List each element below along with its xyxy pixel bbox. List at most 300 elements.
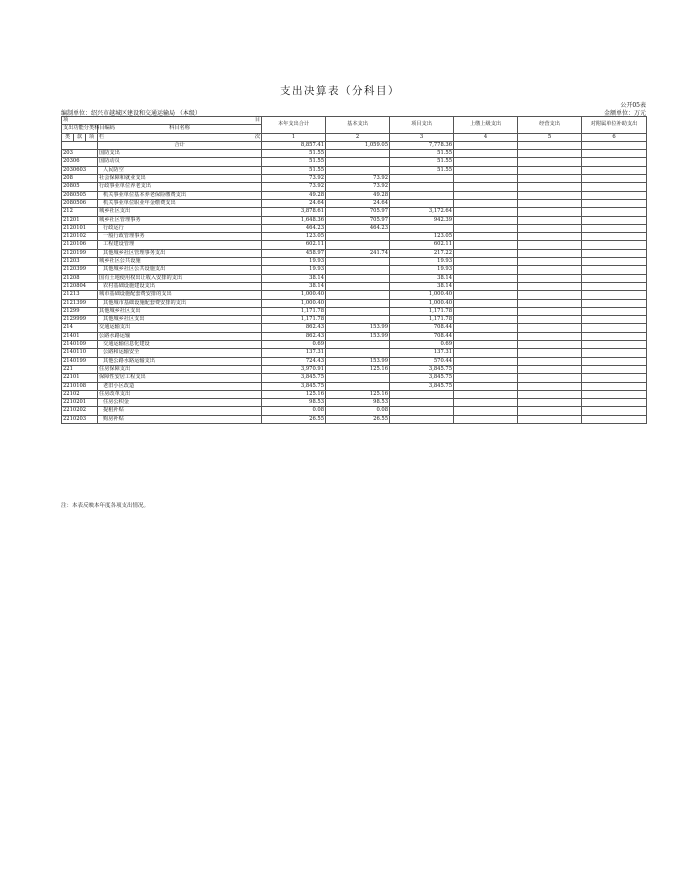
row-value	[454, 183, 518, 191]
row-value	[518, 233, 582, 241]
row-value	[518, 191, 582, 199]
row-value	[454, 390, 518, 398]
row-value	[454, 266, 518, 274]
row-value	[390, 390, 454, 398]
row-code: 21401	[62, 332, 98, 340]
row-value	[454, 241, 518, 249]
row-name: 其他城乡社区支出	[98, 316, 262, 324]
row-name: 公路水路运输	[98, 332, 262, 340]
row-value: 708.44	[390, 324, 454, 332]
row-value	[326, 307, 390, 315]
table-row	[62, 233, 647, 241]
col-header-project: 项目支出	[390, 117, 454, 134]
row-name: 城乡社区支出	[98, 208, 262, 216]
row-value: 98.53	[326, 399, 390, 407]
row-value	[326, 150, 390, 158]
row-value	[518, 357, 582, 365]
col-header-basic: 基本支出	[326, 117, 390, 134]
row-value	[390, 175, 454, 183]
row-value: 51.55	[390, 150, 454, 158]
table-row	[62, 199, 647, 207]
row-name: 行政运行	[98, 224, 262, 232]
row-value	[454, 365, 518, 373]
table-row	[62, 191, 647, 199]
row-name: 购房补贴	[98, 415, 262, 423]
table-row	[62, 158, 647, 166]
row-value	[518, 274, 582, 282]
row-value: 708.44	[390, 332, 454, 340]
total-value: 7,778.36	[390, 141, 454, 149]
subhead-kuan: 款	[74, 133, 86, 141]
row-code: 208	[62, 175, 98, 183]
row-name: 工程建设管理	[98, 241, 262, 249]
row-value: 217.22	[390, 249, 454, 257]
row-value	[582, 166, 647, 174]
col-header-name: 科目名称	[98, 125, 262, 133]
row-value: 49.28	[262, 191, 326, 199]
row-value: 24.64	[326, 199, 390, 207]
row-value: 153.99	[326, 324, 390, 332]
row-value	[582, 357, 647, 365]
row-value: 137.31	[262, 349, 326, 357]
total-value	[582, 141, 647, 149]
row-value: 38.14	[262, 274, 326, 282]
row-value	[326, 282, 390, 290]
row-value	[390, 191, 454, 199]
row-value: 1,171.78	[262, 307, 326, 315]
total-code-cell	[62, 141, 98, 149]
row-value	[518, 407, 582, 415]
table-row	[62, 216, 647, 224]
table-row	[62, 249, 647, 257]
row-value	[582, 374, 647, 382]
row-value	[326, 316, 390, 324]
row-value: 0.69	[390, 341, 454, 349]
table-row	[62, 341, 647, 349]
footnote: 注：本表反映本年度各项支出情况。	[61, 503, 150, 509]
row-value	[518, 365, 582, 373]
col-header-total: 本年支出合计	[262, 117, 326, 134]
row-value: 51.55	[262, 166, 326, 174]
row-value	[518, 199, 582, 207]
row-value: 3,970.91	[262, 365, 326, 373]
row-value: 73.92	[326, 175, 390, 183]
row-value	[326, 258, 390, 266]
row-value: 602.11	[262, 241, 326, 249]
row-value: 3,845.75	[262, 382, 326, 390]
table-row	[62, 274, 647, 282]
row-value: 24.64	[262, 199, 326, 207]
project-header-cell	[62, 117, 262, 125]
row-value	[454, 249, 518, 257]
row-value	[454, 216, 518, 224]
row-value: 705.97	[326, 216, 390, 224]
row-value: 3,845.75	[390, 374, 454, 382]
row-value	[390, 199, 454, 207]
row-code: 2080505	[62, 191, 98, 199]
row-value: 724.43	[262, 357, 326, 365]
row-value	[518, 390, 582, 398]
row-code: 2210202	[62, 407, 98, 415]
row-value: 137.31	[390, 349, 454, 357]
row-value	[454, 150, 518, 158]
table-row	[62, 307, 647, 315]
row-value: 73.92	[262, 183, 326, 191]
row-value	[326, 274, 390, 282]
row-code: 214	[62, 324, 98, 332]
row-value	[326, 382, 390, 390]
row-value: 19.93	[262, 266, 326, 274]
subhead-lei: 类	[62, 133, 74, 141]
row-value	[582, 249, 647, 257]
row-value	[582, 233, 647, 241]
row-value: 464.23	[262, 224, 326, 232]
col-header-code: 支出功能分类科目编码	[63, 125, 115, 132]
row-value: 51.55	[390, 158, 454, 166]
row-value	[326, 158, 390, 166]
table-row	[62, 175, 647, 183]
row-value: 1,648.36	[262, 216, 326, 224]
row-code: 20805	[62, 183, 98, 191]
subhead-xiang: 项	[86, 133, 98, 141]
row-name: 住房改革支出	[98, 390, 262, 398]
row-value	[454, 291, 518, 299]
row-value	[518, 183, 582, 191]
organization-label: 编制单位：绍兴市越城区建设和交通运输局 （本级）	[61, 110, 201, 117]
row-value	[454, 415, 518, 423]
row-value	[518, 175, 582, 183]
row-value: 3,172.64	[390, 208, 454, 216]
row-name: 社会保障和就业支出	[98, 175, 262, 183]
row-name: 其他城市基础设施配套费安排的支出	[98, 299, 262, 307]
row-value: 458.97	[262, 249, 326, 257]
row-name: 交通运输信息化建设	[98, 341, 262, 349]
row-code: 22102	[62, 390, 98, 398]
row-value	[582, 307, 647, 315]
row-value: 38.14	[390, 282, 454, 290]
row-name: 其他城乡社区支出	[98, 307, 262, 315]
row-value	[582, 150, 647, 158]
row-code: 2120399	[62, 266, 98, 274]
row-value: 123.05	[390, 233, 454, 241]
row-value	[582, 407, 647, 415]
table-row	[62, 258, 647, 266]
col-num-6: 6	[582, 133, 647, 141]
table-row	[62, 415, 647, 423]
table-row	[62, 291, 647, 299]
row-value	[390, 183, 454, 191]
col-header-remit: 上缴上级支出	[454, 117, 518, 134]
row-value	[518, 341, 582, 349]
row-value	[390, 224, 454, 232]
row-name: 国防动员	[98, 158, 262, 166]
row-value	[326, 291, 390, 299]
row-value	[518, 224, 582, 232]
ci-label: 次	[254, 133, 261, 140]
row-name: 住房公积金	[98, 399, 262, 407]
row-value	[582, 258, 647, 266]
row-value: 862.43	[262, 324, 326, 332]
row-value	[582, 282, 647, 290]
row-value	[518, 324, 582, 332]
row-name: 公路和运输安全	[98, 349, 262, 357]
row-name: 行政事业单位养老支出	[98, 183, 262, 191]
row-code: 21299	[62, 307, 98, 315]
row-value: 51.55	[262, 150, 326, 158]
row-value: 464.23	[326, 224, 390, 232]
row-value	[454, 332, 518, 340]
row-name: 城乡社区公共设施	[98, 258, 262, 266]
row-value: 153.99	[326, 357, 390, 365]
row-value: 38.14	[390, 274, 454, 282]
row-value	[518, 208, 582, 216]
row-value: 3,878.61	[262, 208, 326, 216]
row-value: 51.55	[390, 166, 454, 174]
report-title: 支出决算表（分科目）	[280, 85, 400, 97]
row-value	[582, 399, 647, 407]
table-row	[62, 332, 647, 340]
row-value: 123.05	[262, 233, 326, 241]
row-code: 20306	[62, 158, 98, 166]
row-code: 2120199	[62, 249, 98, 257]
row-value	[454, 349, 518, 357]
row-code: 2120102	[62, 233, 98, 241]
total-value: 8,857.41	[262, 141, 326, 149]
row-value	[454, 258, 518, 266]
row-value: 1,171.78	[390, 307, 454, 315]
row-code: 2140109	[62, 341, 98, 349]
row-value	[582, 175, 647, 183]
table-row	[62, 349, 647, 357]
row-code: 21203	[62, 258, 98, 266]
row-value	[454, 407, 518, 415]
row-value	[390, 399, 454, 407]
table-row	[62, 241, 647, 249]
row-value	[518, 382, 582, 390]
row-name: 保障性安居工程支出	[98, 374, 262, 382]
row-value: 1,171.78	[390, 316, 454, 324]
row-code: 2080506	[62, 199, 98, 207]
row-name: 住房保障支出	[98, 365, 262, 373]
row-code: 221	[62, 365, 98, 373]
row-value	[582, 316, 647, 324]
row-value: 602.11	[390, 241, 454, 249]
row-value: 125.16	[326, 365, 390, 373]
row-value	[326, 299, 390, 307]
row-value	[582, 208, 647, 216]
row-value	[390, 415, 454, 423]
row-name: 机关事业单位职业年金缴费支出	[98, 199, 262, 207]
table-row	[62, 150, 647, 158]
row-value	[454, 199, 518, 207]
row-value	[518, 266, 582, 274]
row-name: 其他城乡社区管理事务支出	[98, 249, 262, 257]
row-code: 2140199	[62, 357, 98, 365]
row-value: 38.14	[262, 282, 326, 290]
row-value: 862.43	[262, 332, 326, 340]
row-code: 2129999	[62, 316, 98, 324]
row-value: 125.16	[326, 390, 390, 398]
row-value	[518, 399, 582, 407]
total-value	[454, 141, 518, 149]
total-label: 合计	[98, 141, 262, 149]
row-value	[582, 158, 647, 166]
col-num-2: 2	[326, 133, 390, 141]
row-value: 3,845.75	[390, 365, 454, 373]
total-value: 1,059.05	[326, 141, 390, 149]
row-value	[518, 166, 582, 174]
row-value: 26.55	[262, 415, 326, 423]
row-code: 2210108	[62, 382, 98, 390]
row-value	[326, 233, 390, 241]
row-code: 2120106	[62, 241, 98, 249]
row-value	[518, 299, 582, 307]
row-value: 3,845.75	[262, 374, 326, 382]
row-value	[454, 175, 518, 183]
row-name: 交通运输支出	[98, 324, 262, 332]
row-value	[518, 150, 582, 158]
row-value	[582, 199, 647, 207]
row-value	[582, 274, 647, 282]
row-name: 人民防空	[98, 166, 262, 174]
row-value	[454, 191, 518, 199]
row-value	[454, 299, 518, 307]
row-value: 153.99	[326, 332, 390, 340]
row-value	[518, 249, 582, 257]
row-value	[582, 332, 647, 340]
row-name: 老旧小区改造	[98, 382, 262, 390]
row-value: 570.44	[390, 357, 454, 365]
lan-ci-cell	[98, 133, 262, 141]
row-code: 21201	[62, 216, 98, 224]
row-value	[582, 191, 647, 199]
row-value: 0.08	[326, 407, 390, 415]
row-name: 一般行政管理事务	[98, 233, 262, 241]
row-value	[326, 166, 390, 174]
row-value	[454, 282, 518, 290]
row-value	[454, 274, 518, 282]
row-value: 98.53	[262, 399, 326, 407]
col-num-3: 3	[390, 133, 454, 141]
table-row	[62, 282, 647, 290]
row-name: 国有土地使用权出让收入安排的支出	[98, 274, 262, 282]
table-row	[62, 324, 647, 332]
row-value: 26.55	[326, 415, 390, 423]
row-value	[518, 307, 582, 315]
row-name: 机关事业单位基本养老保险缴费支出	[98, 191, 262, 199]
row-code: 2121399	[62, 299, 98, 307]
project-label-end: 目	[254, 117, 261, 123]
row-code: 2210201	[62, 399, 98, 407]
row-value	[518, 258, 582, 266]
lan-label: 栏	[99, 133, 105, 140]
row-name: 国防支出	[98, 150, 262, 158]
table-row	[62, 316, 647, 324]
row-value: 51.55	[262, 158, 326, 166]
row-value: 125.16	[262, 390, 326, 398]
row-name: 城乡社区管理事务	[98, 216, 262, 224]
table-row	[62, 357, 647, 365]
row-code: 2140110	[62, 349, 98, 357]
row-code: 212	[62, 208, 98, 216]
row-value	[518, 241, 582, 249]
row-value	[582, 216, 647, 224]
row-value	[326, 241, 390, 249]
table-row	[62, 374, 647, 382]
row-value: 73.92	[326, 183, 390, 191]
row-value	[454, 307, 518, 315]
row-value	[518, 316, 582, 324]
row-value	[518, 158, 582, 166]
row-name: 农村基础设施建设支出	[98, 282, 262, 290]
expenditure-table	[61, 116, 647, 424]
row-code: 21213	[62, 291, 98, 299]
row-value: 1,171.78	[262, 316, 326, 324]
row-code: 22101	[62, 374, 98, 382]
row-code: 203	[62, 150, 98, 158]
row-value: 0.08	[262, 407, 326, 415]
table-row	[62, 390, 647, 398]
row-value: 3,845.75	[390, 382, 454, 390]
col-header-subsidy: 对附属单位补助支出	[582, 117, 647, 134]
row-value: 19.93	[390, 266, 454, 274]
row-value	[582, 299, 647, 307]
row-value	[582, 390, 647, 398]
row-value: 1,000.40	[262, 291, 326, 299]
row-value: 19.93	[262, 258, 326, 266]
row-value	[518, 291, 582, 299]
row-value	[454, 382, 518, 390]
row-value: 942.39	[390, 216, 454, 224]
total-row	[62, 141, 647, 149]
col-num-4: 4	[454, 133, 518, 141]
row-value	[326, 341, 390, 349]
table-row	[62, 382, 647, 390]
project-label: 项	[63, 117, 69, 123]
row-value	[582, 365, 647, 373]
row-code: 21208	[62, 274, 98, 282]
table-row	[62, 224, 647, 232]
table-row	[62, 166, 647, 174]
row-value	[582, 349, 647, 357]
row-value	[518, 282, 582, 290]
row-value	[454, 233, 518, 241]
table-row	[62, 399, 647, 407]
table-row	[62, 208, 647, 216]
row-value	[518, 216, 582, 224]
row-value	[582, 291, 647, 299]
row-value	[518, 332, 582, 340]
row-value: 1,000.40	[390, 291, 454, 299]
row-value	[518, 349, 582, 357]
row-value	[454, 324, 518, 332]
row-value	[454, 399, 518, 407]
row-value	[326, 349, 390, 357]
row-value	[582, 224, 647, 232]
row-value	[454, 316, 518, 324]
row-value: 705.97	[326, 208, 390, 216]
row-value	[582, 183, 647, 191]
col-num-5: 5	[518, 133, 582, 141]
row-value: 49.28	[326, 191, 390, 199]
table-row	[62, 183, 647, 191]
row-value: 241.74	[326, 249, 390, 257]
row-value	[454, 357, 518, 365]
row-value	[582, 341, 647, 349]
row-value	[326, 266, 390, 274]
table-row	[62, 299, 647, 307]
row-value	[454, 224, 518, 232]
